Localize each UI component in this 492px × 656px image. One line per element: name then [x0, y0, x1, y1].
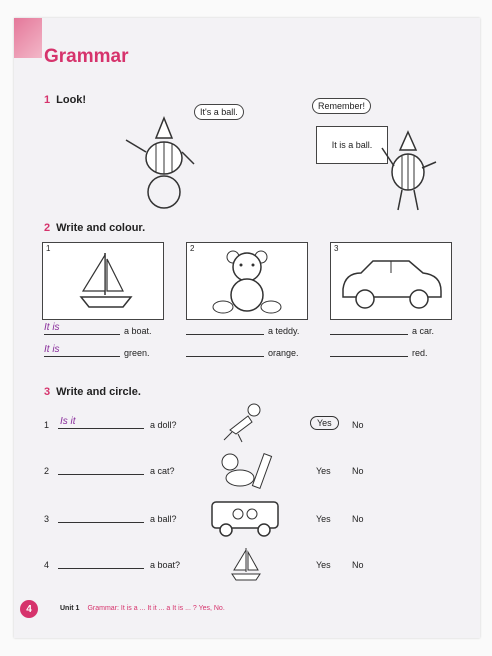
ex2-row1-answer-1[interactable]: It is: [44, 322, 60, 333]
boat-icon: [43, 243, 163, 319]
ex3-item-1-blank[interactable]: [58, 428, 144, 429]
section-3-number: 3: [44, 386, 51, 398]
ex3-item-1-no[interactable]: No: [352, 420, 364, 430]
cat-icon: [216, 448, 276, 492]
footer-unit: Unit 1: [60, 605, 80, 612]
footer-grammar: Grammar: It is a ... It it ... a It is ... ? Yes, No.: [87, 605, 225, 612]
ex3-item-2-text: a cat?: [150, 466, 175, 476]
ex2-row1-blank-3[interactable]: [330, 334, 408, 335]
footer: [60, 605, 225, 612]
section-3-label: Write and circle.: [56, 386, 141, 398]
speech-bubble-left: It's a ball.: [194, 104, 244, 120]
ex3-item-3-no[interactable]: No: [352, 514, 364, 524]
ex2-row1-blank-1[interactable]: [44, 334, 120, 335]
ex2-row1-text-1: a boat.: [124, 326, 152, 336]
corner-decoration: [14, 18, 42, 58]
section-3-heading: [44, 386, 141, 398]
page-number: 4: [20, 600, 38, 618]
ex3-item-4-number: 4: [44, 560, 50, 570]
ex2-row2-blank-1[interactable]: [44, 356, 120, 357]
ex3-item-4-blank[interactable]: [58, 568, 144, 569]
ex2-row2-text-1: green.: [124, 348, 150, 358]
board: [316, 126, 388, 164]
robot-right-illustration: [380, 126, 440, 216]
board-text: It is a ball.: [331, 140, 373, 150]
car-icon: [331, 243, 451, 319]
truck-icon: [208, 496, 284, 540]
ex3-item-3-text: a ball?: [150, 514, 177, 524]
section-2-number: 2: [44, 222, 51, 234]
section-2-heading: [44, 222, 145, 234]
ex2-row2-text-3: red.: [412, 348, 428, 358]
teddy-icon: [187, 243, 307, 319]
ex3-item-4-yes[interactable]: Yes: [316, 560, 331, 570]
section-1-heading: [44, 94, 86, 106]
picture-teddy: [186, 242, 308, 320]
ex2-row1-blank-2[interactable]: [186, 334, 264, 335]
section-1-number: 1: [44, 94, 51, 106]
ex2-row1-text-3: a car.: [412, 326, 435, 336]
section-1-label: Look!: [56, 94, 87, 106]
ex3-item-4-no[interactable]: No: [352, 560, 364, 570]
ex3-item-1-answer[interactable]: Is it: [60, 416, 76, 427]
ex3-item-1-yes[interactable]: Yes: [310, 418, 339, 428]
ex3-item-2-yes[interactable]: Yes: [316, 466, 331, 476]
page-title: Grammar: [44, 46, 129, 67]
ex3-item-2-number: 2: [44, 466, 50, 476]
ex3-item-1-number: 1: [44, 420, 50, 430]
robot-left-illustration: [120, 108, 200, 212]
section-2-label: Write and colour.: [56, 222, 146, 234]
ex3-item-3-number: 3: [44, 514, 50, 524]
ex3-item-2-no[interactable]: No: [352, 466, 364, 476]
ex3-item-3-blank[interactable]: [58, 522, 144, 523]
picture-boat: [42, 242, 164, 320]
ex2-row2-blank-2[interactable]: [186, 356, 264, 357]
small-boat-icon: [226, 544, 266, 584]
picture-3-number: 3: [334, 244, 339, 253]
ex2-row2-blank-3[interactable]: [330, 356, 408, 357]
ex2-row2-answer-1[interactable]: It is: [44, 344, 60, 355]
picture-2-number: 2: [190, 244, 195, 253]
picture-1-number: 1: [46, 244, 51, 253]
ex3-item-2-blank[interactable]: [58, 474, 144, 475]
doll-icon: [218, 400, 270, 444]
ex3-item-3-yes[interactable]: Yes: [316, 514, 331, 524]
ex2-row1-text-2: a teddy.: [268, 326, 300, 336]
ex3-item-4-text: a boat?: [150, 560, 181, 570]
ex3-item-1-text: a doll?: [150, 420, 177, 430]
ex2-row2-text-2: orange.: [268, 348, 299, 358]
speech-bubble-right: Remember!: [312, 98, 371, 114]
picture-car: [330, 242, 452, 320]
